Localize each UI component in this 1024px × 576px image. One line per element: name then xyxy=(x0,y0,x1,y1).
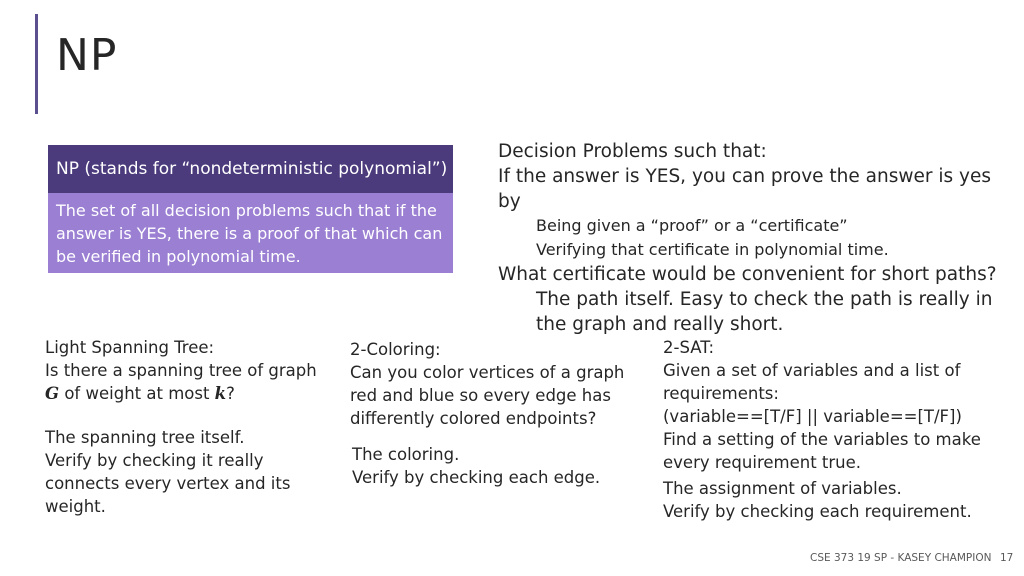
lst-answer: The spanning tree itself. Verify by checking it really connects every vertex and its weight. xyxy=(45,428,291,516)
decision-sub-2: Verifying that certificate in polynomial time. xyxy=(536,240,889,259)
np-definition-body: The set of all decision problems such that if the answer is YES, there is a proof of that which can be verified in polynomial time. xyxy=(48,193,453,273)
sat-answer: The assignment of variables. Verify by checking each requirement. xyxy=(663,479,972,521)
footer-course: CSE 373 19 SP - KASEY CHAMPION xyxy=(810,552,992,564)
np-definition-box xyxy=(48,145,453,273)
var-g: G xyxy=(45,384,60,403)
decision-problems-text xyxy=(498,139,1008,337)
coloring-question-text: Can you color vertices of a graph red and blue so every edge has differently colored endpoints? xyxy=(350,363,625,428)
sat-line-2: (variable==[T/F] || variable==[T/F]) xyxy=(663,407,962,426)
lst-question: Is there a spanning tree of graph G of weight at most k? xyxy=(45,361,317,403)
two-coloring-question xyxy=(350,338,635,430)
decision-line-2: If the answer is YES, you can prove the answer is yes by xyxy=(498,166,991,212)
decision-line-3: What certificate would be convenient for short paths? xyxy=(498,264,997,285)
sat-heading: 2-SAT: xyxy=(663,338,715,357)
coloring-heading: 2-Coloring: xyxy=(350,340,441,359)
light-spanning-tree-question xyxy=(45,336,330,405)
sat-line-1: Given a set of variables and a list of requirements: xyxy=(663,361,961,403)
title-accent-bar xyxy=(35,14,38,114)
sat-line-3: Find a setting of the variables to make every requirement true. xyxy=(663,430,981,472)
var-k: k xyxy=(214,384,227,403)
decision-sub-1: Being given a “proof” or a “certificate” xyxy=(536,216,848,235)
two-sat-question xyxy=(663,336,993,474)
decision-sub-3: The path itself. Easy to check the path is really in the graph and really short. xyxy=(536,289,993,335)
page-number: 17 xyxy=(1000,552,1014,564)
coloring-answer: The coloring. Verify by checking each edge. xyxy=(352,445,601,487)
slide-title: NP xyxy=(56,30,118,81)
np-definition-heading: NP (stands for “nondeterministic polynomial”) xyxy=(48,145,453,193)
decision-line-1: Decision Problems such that: xyxy=(498,141,767,162)
lst-heading: Light Spanning Tree: xyxy=(45,338,215,357)
